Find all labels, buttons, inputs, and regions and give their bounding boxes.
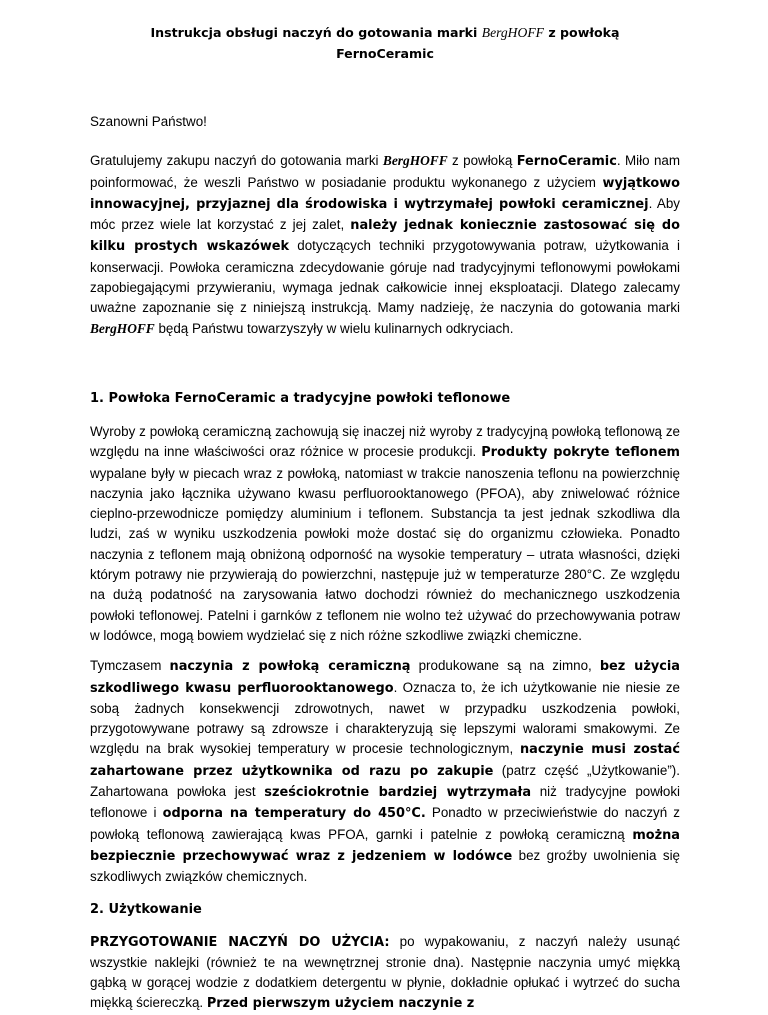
bold-text: odporna na temperatury do 450°C.	[162, 806, 426, 822]
document-title	[90, 22, 680, 64]
bold-text: PRZYGOTOWANIE NACZYŃ DO UŻYCIA:	[90, 934, 390, 950]
section-1-paragraph-1: Wyroby z powłoką ceramiczną zachowują się inaczej niż wyroby z tradycyjną powłoką teflonową ze względu na inne właściwości oraz różnice w procesie produkcji. Produkty pokryte teflonem wypalane były w piecach wraz z powłoką, natomiast w trakcie nanoszenia teflonu na powierzchnię naczynia jako łącznika używano kwasu perfluorooktanowego (PFOA), aby zniwelować różnice cieplno-przewodnicze pomiędzy aluminium i teflonem. Substancja ta jest jednak szkodliwa dla ludzi, zaś w wyniku uszkodzenia powłoki może dostać się do organizmu człowieka. Ponadto naczynia z teflonem mają obniżoną odporność na wysokie temperatury – utrata własności, dzięki którym potrawy nie przywierają do powierzchni, następuje już w temperaturze 280°C. Ze względu na dużą podatność na zarysowania łatwo dochodzi również do mechanicznego uszkodzenia powłoki teflonowej. Patelni i garnków z teflonem nie wolno też używać do przechowywania potraw w lodówce, mogą bowiem wydzielać się z nich różne szkodliwe związki chemiczne.	[90, 423, 680, 643]
bold-text: wyjątkowo innowacyjnej, przyjaznej dla środowiska i wytrzymałej powłoki ceramicznej	[90, 175, 680, 212]
intro-paragraph: Gratulujemy zakupu naczyń do gotowania marki BergHOFF z powłoką FernoCeramic. Miło nam poinformować, że weszli Państwo w posiadanie produktu wykonanego z użyciem wyjątkowo innowacyjnej, przyjaznej dla środowiska i wytrzymałej powłoki ceramicznej. Aby móc przez wiele lat korzystać z jej zalet, należy jednak koniecznie zastosować się do kilku prostych wskazówek dotyczących techniki przygotowywania potraw, użytkowania i konserwacji. Powłoka ceramiczna zdecydowanie góruje nad tradycyjnymi teflonowymi powłokami zapobiegającymi przywieraniu, wymaga jednak całkowicie innej eksploatacji. Dlatego zalecamy uważne zapoznanie się z niniejszą instrukcją. Mamy nadzieję, że naczynia do gotowania marki BergHOFF będą Państwu towarzyszyły w wielu kulinarnych odkryciach.	[90, 153, 680, 336]
title-text-end: z powłoką	[543, 25, 620, 40]
brand-name: BergHOFF	[382, 153, 448, 169]
bold-text: należy jednak koniecznie zastosować się do kilku prostych wskazówek	[90, 218, 680, 255]
brand-name: BergHOFF	[90, 320, 155, 336]
bold-text: naczynie musi zostać zahartowane przez użytkownika od razu po zakupie	[90, 742, 680, 779]
greeting: Szanowni Państwo!	[90, 114, 207, 129]
section-2-paragraph-1: PRZYGOTOWANIE NACZYŃ DO UŻYCIA: po wypakowaniu, z naczyń należy usunąć wszystkie naklejki (również te na wewnętrznej stronie dna). Następnie naczynia umyć miękką gąbką w gorącej wodzie z dodatkiem detergentu w płynie, dokładnie opłukać i wytrzeć do sucha miękką ściereczką. Przed pierwszym użyciem naczynie z	[90, 933, 680, 1012]
bold-text: Przed pierwszym użyciem naczynie z	[206, 996, 475, 1012]
bold-text: Produkty pokryte teflonem	[481, 445, 680, 461]
title-brand: BergHOFF	[481, 25, 544, 40]
bold-text: naczynia z powłoką ceramiczną	[169, 659, 411, 675]
section-1-paragraph-2: Tymczasem naczynia z powłoką ceramiczną produkowane są na zimno, bez użycia szkodliwego kwasu perfluorooktanowego. Oznacza to, że ich użytkowanie nie niesie ze sobą żadnych konsekwencji zdrowotnych, nawet w przypadku uszkodzenia powłoki, przygotowywane potrawy są zdrowsze i charakteryzują się lepszymi walorami smakowymi. Ze względu na brak wysokiej temperatury w procesie technologicznym, naczynie musi zostać zahartowane przez użytkownika od razu po zakupie (patrz część „Użytkowanie”). Zahartowana powłoka jest sześciokrotnie bardziej wytrzymała niż tradycyjne powłoki teflonowe i odporna na temperatury do 450°C. Ponadto w przeciwieństwie do naczyń z powłoką teflonową zawierającą kwas PFOA, garnki i patelnie z powłoką ceramiczną można bezpiecznie przechowywać wraz z jedzeniem w lodówce bez groźby uwolnienia się szkodliwych związków chemicznych.	[90, 658, 681, 885]
section-1-heading: 1. Powłoka FernoCeramic a tradycyjne powłoki teflonowe	[90, 390, 511, 406]
title-line2: FernoCeramic	[336, 46, 434, 61]
bold-text: można bezpiecznie przechowywać wraz z jedzeniem w lodówce	[90, 827, 680, 864]
bold-text: FernoCeramic	[516, 154, 617, 170]
title-text: Instrukcja obsługi naczyń do gotowania marki	[150, 25, 482, 40]
bold-text: bez użycia szkodliwego kwasu perfluorooktanowego	[90, 659, 680, 696]
bold-text: sześciokrotnie bardziej wytrzymała	[264, 785, 532, 801]
section-2-heading: 2. Użytkowanie	[90, 901, 202, 917]
